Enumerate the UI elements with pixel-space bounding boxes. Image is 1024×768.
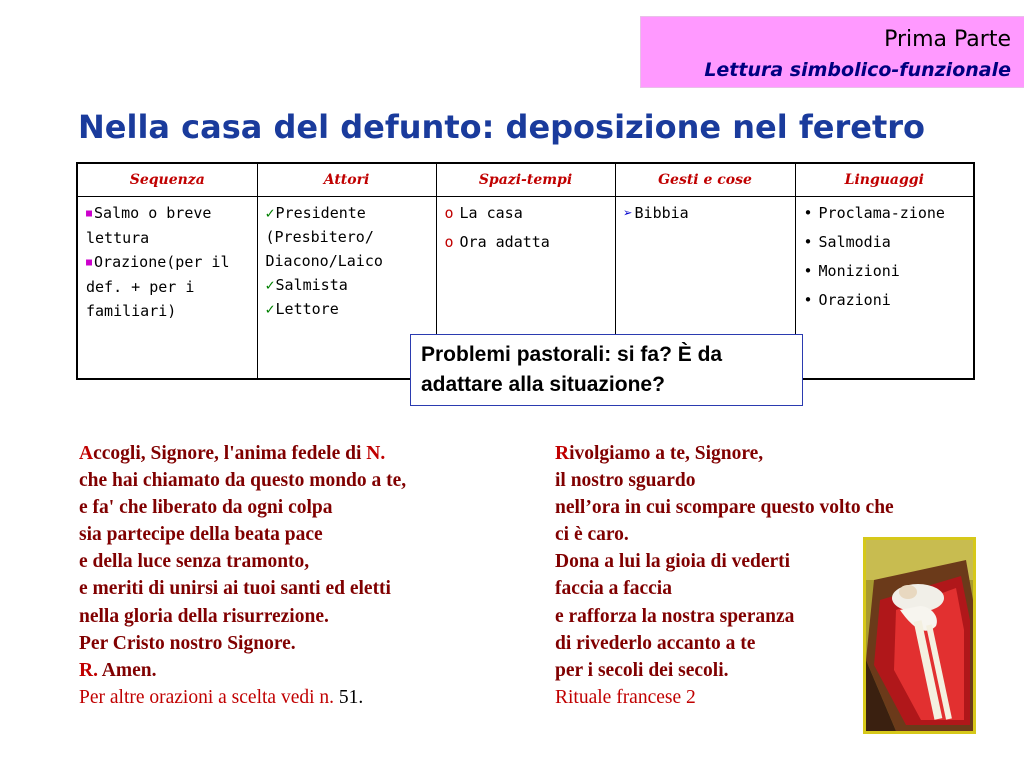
dot-bullet-icon: • — [803, 233, 813, 251]
prayer-line: e rafforza la nostra speranza — [555, 605, 795, 627]
list-item-text: Bibbia — [634, 204, 689, 222]
prayer-text: ivolgiamo a te, Signore, — [569, 443, 764, 464]
prayer-line: faccia a faccia — [555, 578, 672, 600]
arrow-bullet-icon: ➢ — [623, 204, 633, 222]
list-item — [804, 259, 968, 283]
coffin-photo-illustration — [866, 540, 973, 731]
prayer-line: Per Cristo nostro Signore. — [79, 632, 296, 654]
checkmark-icon: ✓ — [265, 300, 275, 318]
prayer-line: per i secoli dei secoli. — [555, 659, 729, 681]
section-header-part: Prima Parte — [884, 27, 1011, 52]
note-text: Per altre orazioni a scelta vedi n. — [79, 686, 335, 708]
list-item — [804, 201, 968, 225]
square-bullet-icon: ■ — [86, 257, 93, 268]
prayer-line — [79, 440, 406, 467]
list-item — [266, 273, 430, 297]
list-item-text: Orazione(per il def. + per i familiari) — [86, 253, 230, 320]
prayer-line: il nostro sguardo — [555, 470, 696, 492]
list-item-text: Lettore — [275, 300, 339, 318]
name-placeholder: N. — [366, 443, 386, 464]
page-title: Nella casa del defunto: deposizione nel feretro — [78, 108, 926, 146]
list-item-text: Proclama-zione — [818, 204, 945, 222]
circle-bullet-icon: o — [444, 233, 454, 251]
column-header-linguaggi: Linguaggi — [795, 163, 974, 197]
list-item-text: Salmo o breve lettura — [86, 204, 212, 247]
list-item-text: Presidente (Presbitero/ Diacono/Laico — [265, 204, 383, 270]
square-bullet-icon: ■ — [86, 208, 93, 219]
list-item — [86, 201, 251, 250]
source-text: Rituale francese 2 — [555, 686, 696, 708]
table-header-row — [77, 163, 974, 197]
list-item-text: Salmodia — [818, 233, 891, 251]
list-item-text: Salmista — [275, 276, 348, 294]
prayer-line: di rivederlo accanto a te — [555, 632, 756, 654]
prayer-line — [555, 440, 894, 467]
prayer-text: ccogli, Signore, l'anima fedele di — [93, 443, 367, 464]
prayer-response — [79, 657, 406, 684]
dot-bullet-icon: • — [803, 262, 813, 280]
circle-bullet-icon: o — [444, 204, 454, 222]
checkmark-icon: ✓ — [265, 276, 275, 294]
list-item — [624, 201, 789, 225]
cell-sequenza — [77, 197, 257, 380]
prayer-line: che hai chiamato da questo mondo a te, — [79, 470, 407, 492]
pastoral-problems-callout: Problemi pastorali: si fa? È da adattare alla situazione? — [410, 334, 803, 406]
prayer-line: ci è caro. — [555, 524, 629, 546]
prayer-line: sia partecipe della beata pace — [79, 524, 323, 546]
initial-letter: A — [79, 443, 94, 464]
list-item — [86, 250, 251, 323]
list-item — [804, 288, 968, 312]
list-item-text: La casa — [459, 204, 523, 222]
dot-bullet-icon: • — [803, 291, 813, 309]
list-item — [266, 297, 430, 321]
prayer-line: e della luce senza tramonto, — [79, 551, 310, 573]
list-item — [804, 230, 968, 254]
prayer-source — [555, 684, 894, 711]
response-text: Amen. — [97, 659, 157, 681]
prayer-line: Dona a lui la gioia di vederti — [555, 551, 791, 573]
list-item — [445, 201, 609, 225]
list-item-text: Orazioni — [818, 291, 891, 309]
prayer-left — [79, 440, 406, 711]
prayer-line: e fa' che liberato da ogni colpa — [79, 497, 333, 519]
coffin-photo — [863, 537, 976, 734]
dot-bullet-icon: • — [803, 204, 813, 222]
prayer-note — [79, 684, 406, 711]
section-header-box — [640, 16, 1024, 88]
prayer-line: nella gloria della risurrezione. — [79, 605, 329, 627]
section-header-subtitle: Lettura simbolico-funzionale — [704, 59, 1011, 81]
list-item-text: Ora adatta — [459, 233, 550, 251]
list-item — [445, 230, 609, 254]
prayer-line: nell’ora in cui scompare questo volto che — [555, 497, 894, 519]
checkmark-icon: ✓ — [265, 204, 275, 222]
initial-letter: R — [555, 443, 570, 464]
column-header-sequenza: Sequenza — [77, 163, 257, 197]
prayer-line: e meriti di unirsi ai tuoi santi ed eletti — [79, 578, 391, 600]
prayer-right — [555, 440, 894, 711]
list-item-text: Monizioni — [818, 262, 900, 280]
column-header-spazi-tempi: Spazi-tempi — [436, 163, 615, 197]
response-mark: R. — [79, 659, 98, 681]
list-item — [266, 201, 430, 273]
cell-linguaggi — [795, 197, 974, 380]
column-header-gesti-e-cose: Gesti e cose — [615, 163, 795, 197]
note-number: 51. — [334, 686, 364, 708]
column-header-attori: Attori — [257, 163, 436, 197]
